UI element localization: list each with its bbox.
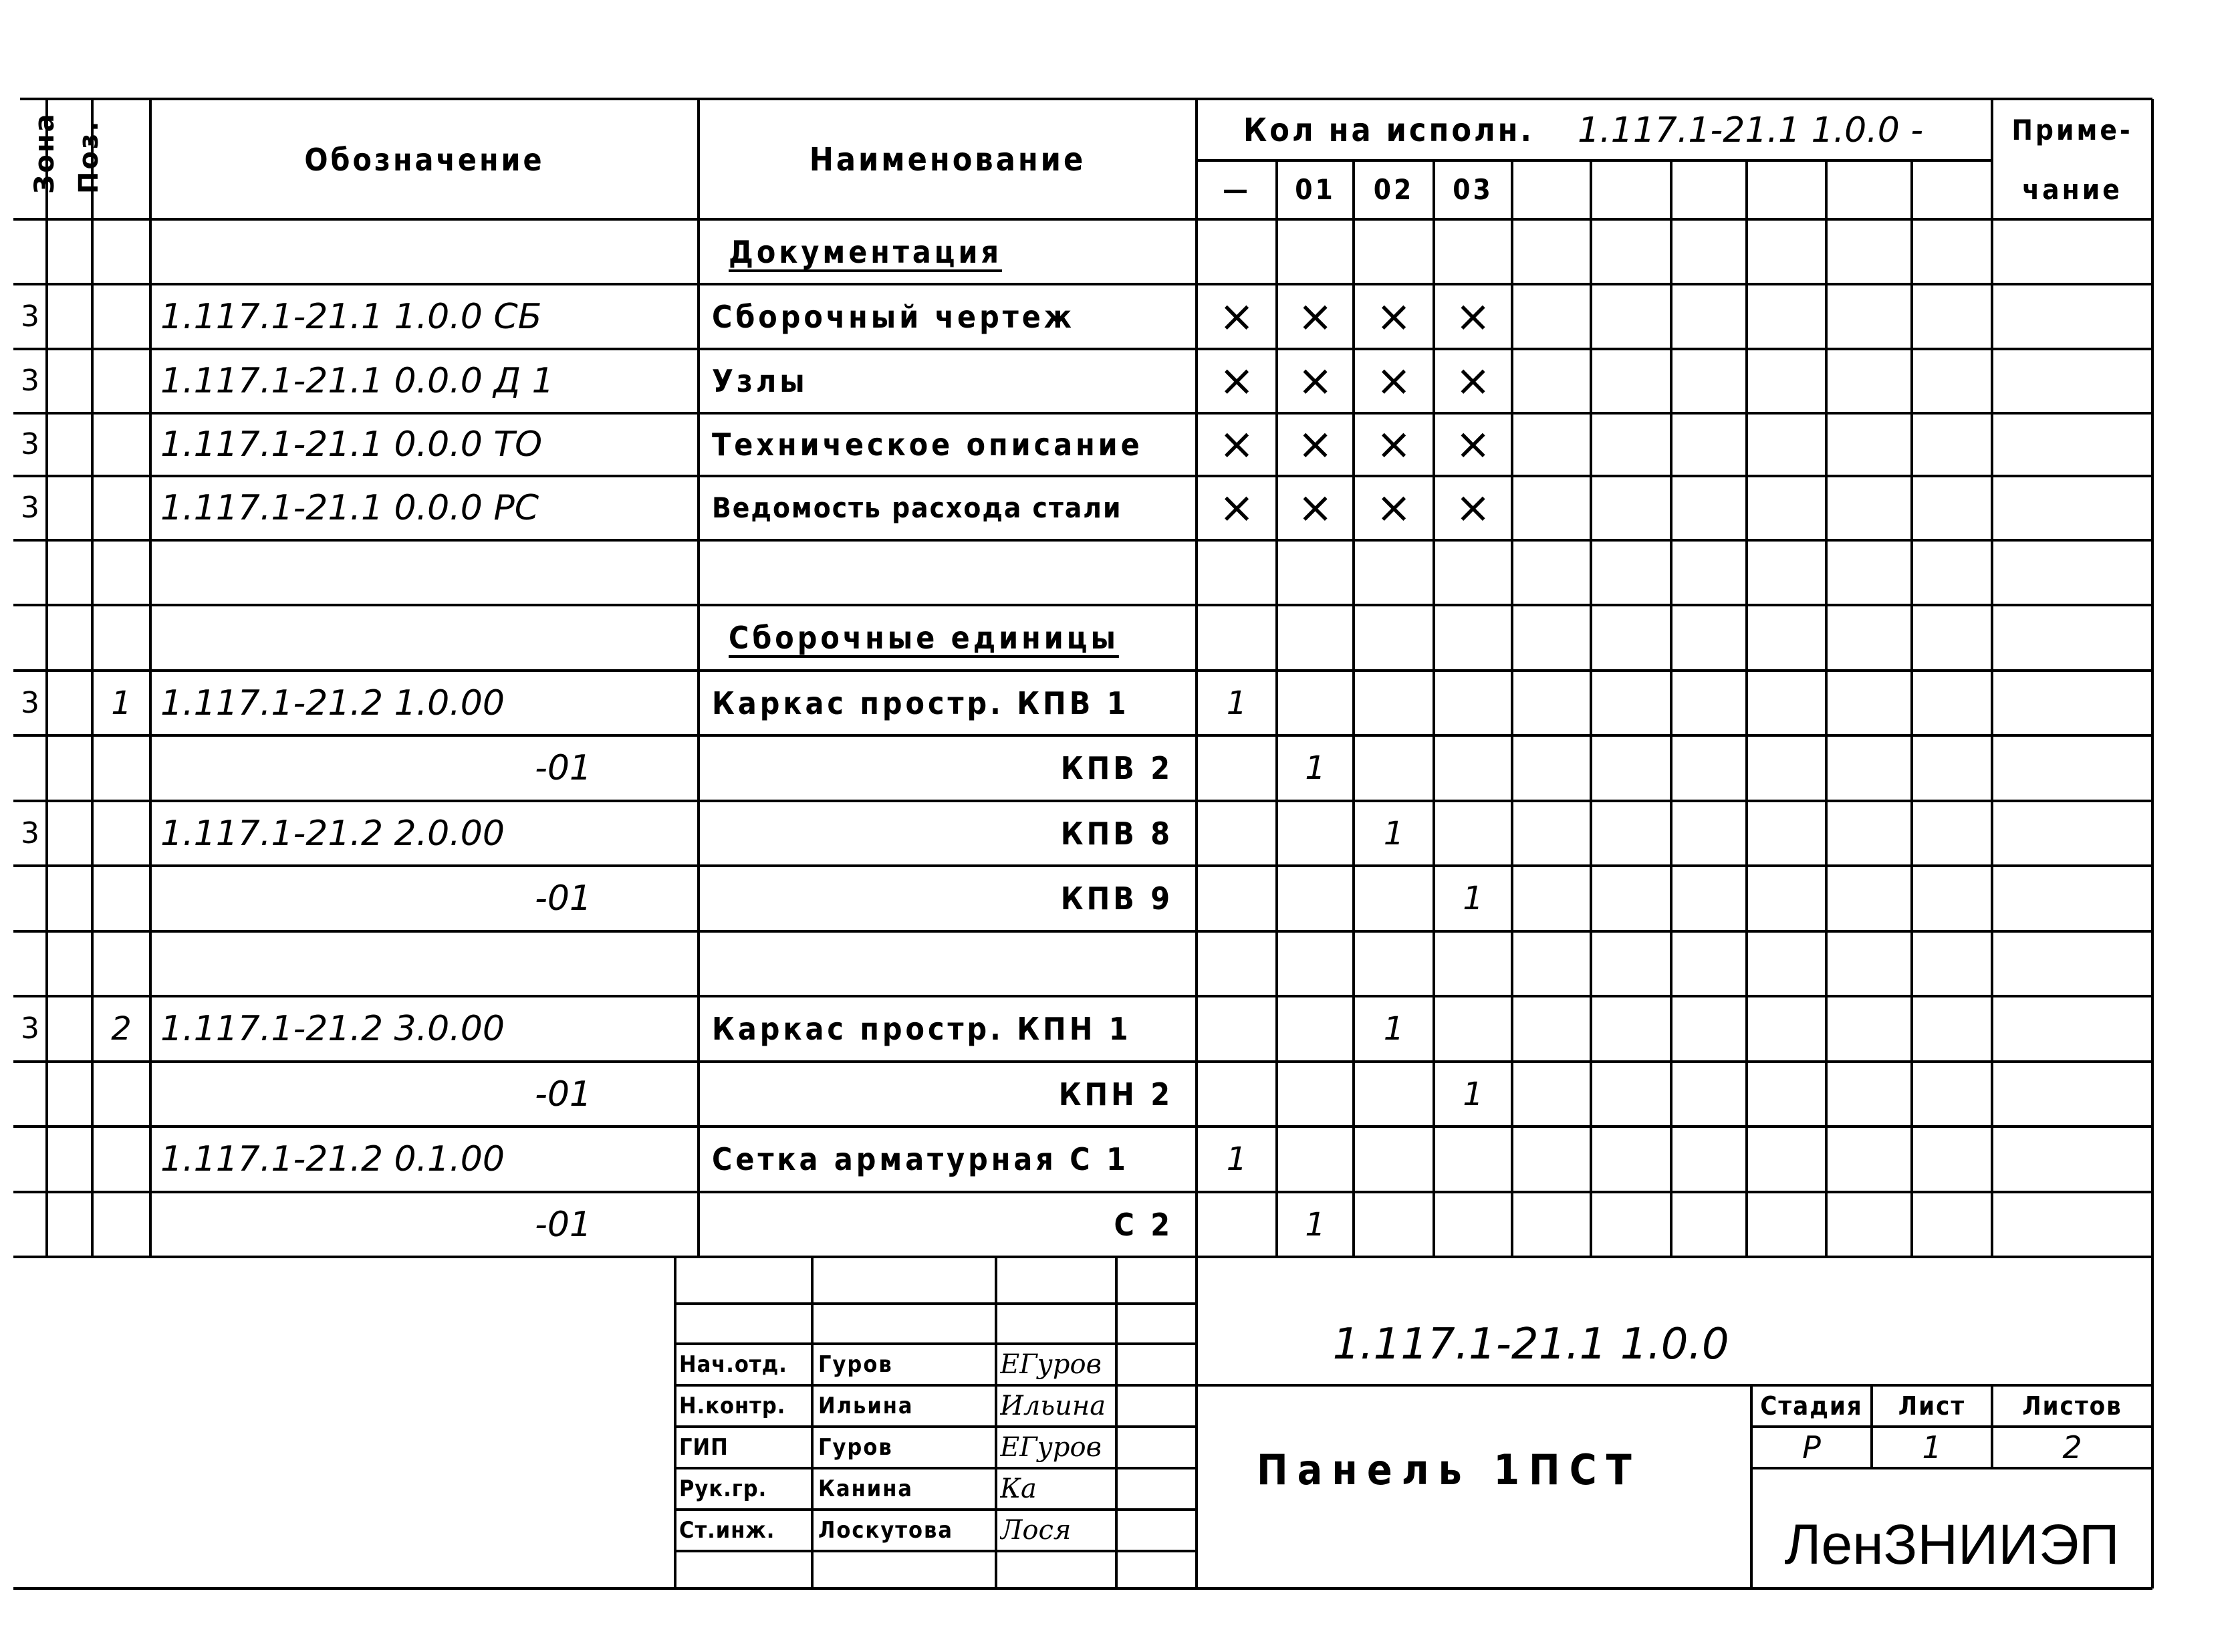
- designation-cell: [160, 219, 689, 284]
- pos-cell: [92, 1127, 150, 1192]
- stage-value: Р: [1802, 1429, 1821, 1465]
- format-cell: [13, 1192, 47, 1257]
- qty-cell: [1197, 1062, 1277, 1127]
- cross-mark: ×: [1455, 356, 1491, 406]
- qty-cell: 1: [1226, 684, 1247, 722]
- name-cell: [712, 540, 1193, 605]
- qty-cell: [1277, 671, 1354, 735]
- qty-cell: [1354, 931, 1434, 996]
- signature-role: ГИП: [679, 1434, 729, 1461]
- name-cell: Сетка арматурная С 1: [712, 1141, 1129, 1177]
- designation-cell: 1.117.1-21.2 2.0.00: [160, 813, 505, 854]
- designation-cell: [160, 605, 689, 671]
- qty-cell: [1354, 671, 1434, 735]
- format-cell: 3: [21, 299, 39, 334]
- qty-cell: [1197, 931, 1277, 996]
- pos-cell: [92, 219, 150, 284]
- name-cell: Узлы: [712, 363, 808, 399]
- note-header-2: чание: [2022, 173, 2122, 206]
- designation-header: Обозначение: [304, 142, 545, 178]
- qty-header-doc: 1.117.1-21.1 1.0.0 -: [1578, 110, 1924, 150]
- qty-cell: [1354, 540, 1434, 605]
- designation-cell: 1.117.1-21.1 0.0.0 РС: [160, 488, 539, 528]
- qty-cell: [1434, 1127, 1512, 1192]
- sheets-value: 2: [2062, 1429, 2082, 1465]
- cross-mark: ×: [1455, 483, 1491, 533]
- format-cell: [13, 219, 47, 284]
- pos-cell: [92, 540, 150, 605]
- pos-cell: [92, 476, 150, 540]
- qty-cell: [1434, 1192, 1512, 1257]
- cross-mark: ×: [1297, 291, 1334, 342]
- pos-cell: 2: [111, 1010, 132, 1048]
- variant-header: —: [1223, 173, 1251, 206]
- designation-cell: -01: [535, 1204, 592, 1245]
- format-cell: [13, 866, 47, 931]
- designation-cell: [160, 931, 689, 996]
- signature-image: ЕГуров: [1000, 1349, 1102, 1380]
- cross-mark: ×: [1455, 291, 1491, 342]
- qty-cell: [1434, 671, 1512, 735]
- sheets-label: Листов: [2022, 1391, 2122, 1421]
- cross-mark: ×: [1297, 420, 1334, 469]
- signature-name: Канина: [818, 1476, 913, 1502]
- signature-image: ЕГуров: [1000, 1432, 1102, 1463]
- format-cell: [13, 1062, 47, 1127]
- qty-cell: [1197, 219, 1277, 284]
- format-cell: 3: [21, 364, 39, 398]
- name-cell: Сборочные единицы: [729, 620, 1119, 656]
- format-cell: [13, 735, 47, 801]
- qty-cell: [1434, 605, 1512, 671]
- qty-cell: [1197, 996, 1277, 1062]
- name-cell: Каркас простр. КПН 1: [712, 1011, 1132, 1047]
- signature-role: Нач.отд.: [679, 1351, 787, 1378]
- cross-mark: ×: [1219, 291, 1255, 342]
- signature-role: Н.контр.: [679, 1393, 786, 1419]
- cross-mark: ×: [1219, 420, 1255, 469]
- qty-cell: [1354, 605, 1434, 671]
- cross-mark: ×: [1297, 483, 1334, 533]
- qty-cell: [1277, 801, 1354, 866]
- format-cell: 3: [21, 685, 39, 720]
- qty-cell: [1354, 735, 1434, 801]
- signature-image: Лося: [1000, 1515, 1072, 1546]
- qty-cell: [1434, 219, 1512, 284]
- format-cell: [13, 540, 47, 605]
- designation-cell: -01: [535, 748, 592, 788]
- qty-cell: [1277, 1062, 1354, 1127]
- format-cell: [13, 931, 47, 996]
- qty-cell: [1277, 219, 1354, 284]
- variant-header: 02: [1373, 173, 1414, 206]
- signature-image: Ка: [1000, 1473, 1037, 1504]
- qty-header-label: Кол на исполн.: [1243, 112, 1534, 149]
- signature-image: Ильина: [1000, 1391, 1106, 1421]
- sheet-label: Лист: [1898, 1391, 1966, 1421]
- qty-cell: [1197, 735, 1277, 801]
- qty-cell: [1277, 931, 1354, 996]
- variant-header: 03: [1453, 173, 1493, 206]
- format-cell: 3: [21, 427, 39, 461]
- qty-cell: [1434, 540, 1512, 605]
- name-cell: С 2: [1114, 1206, 1173, 1243]
- cross-mark: ×: [1219, 356, 1255, 406]
- qty-cell: [1434, 735, 1512, 801]
- pos-cell: [92, 1192, 150, 1257]
- qty-cell: [1277, 1127, 1354, 1192]
- name-cell: Сборочный чертеж: [712, 298, 1075, 335]
- cross-mark: ×: [1376, 483, 1412, 533]
- format-cell: 3: [21, 816, 39, 850]
- designation-cell: 1.117.1-21.2 1.0.00: [160, 683, 505, 723]
- designation-cell: -01: [535, 878, 592, 919]
- signature-name: Гуров: [818, 1434, 893, 1461]
- name-cell: Документация: [729, 233, 1003, 270]
- pos-cell: 1: [111, 684, 132, 722]
- qty-cell: [1277, 605, 1354, 671]
- qty-cell: [1434, 801, 1512, 866]
- qty-cell: [1354, 219, 1434, 284]
- designation-cell: -01: [535, 1074, 592, 1114]
- cross-mark: ×: [1376, 291, 1412, 342]
- qty-cell: 1: [1305, 749, 1326, 787]
- qty-cell: [1354, 1062, 1434, 1127]
- organization: ЛенЗНИИЭП: [1784, 1513, 2120, 1576]
- name-cell: Техническое описание: [712, 427, 1143, 463]
- format-cell: 3: [21, 491, 39, 525]
- pos-cell: [92, 735, 150, 801]
- pos-header: Поз.: [74, 119, 104, 194]
- format-cell: [13, 605, 47, 671]
- qty-cell: [1434, 996, 1512, 1062]
- name-header: Наименование: [809, 141, 1086, 179]
- qty-cell: 1: [1463, 1075, 1483, 1113]
- designation-cell: 1.117.1-21.2 0.1.00: [160, 1139, 505, 1179]
- qty-cell: [1277, 996, 1354, 1062]
- qty-cell: [1354, 1127, 1434, 1192]
- pos-cell: [92, 284, 150, 349]
- designation-cell: 1.117.1-21.1 0.0.0 Д 1: [160, 361, 554, 401]
- designation-cell: 1.117.1-21.2 3.0.00: [160, 1009, 505, 1049]
- signature-role: Рук.гр.: [679, 1476, 767, 1502]
- note-header-1: Приме-: [2011, 114, 2133, 146]
- qty-cell: 1: [1383, 814, 1404, 852]
- pos-cell: [92, 413, 150, 476]
- pos-cell: [92, 605, 150, 671]
- qty-cell: 1: [1383, 1010, 1404, 1048]
- pos-cell: [92, 1062, 150, 1127]
- qty-cell: [1197, 801, 1277, 866]
- qty-cell: [1434, 931, 1512, 996]
- qty-cell: 1: [1226, 1141, 1247, 1178]
- qty-cell: 1: [1305, 1205, 1326, 1244]
- stamp-doc-code: 1.117.1-21.1 1.0.0: [1332, 1320, 1729, 1369]
- qty-cell: [1354, 1192, 1434, 1257]
- cross-mark: ×: [1297, 356, 1334, 406]
- designation-cell: 1.117.1-21.1 1.0.0 СБ: [160, 296, 542, 337]
- stamp-title: Панель 1ПСТ: [1257, 1445, 1641, 1494]
- cross-mark: ×: [1376, 356, 1412, 406]
- qty-cell: 1: [1463, 880, 1483, 917]
- qty-cell: [1197, 1192, 1277, 1257]
- signature-name: Ильина: [818, 1393, 914, 1419]
- signature-name: Гуров: [818, 1351, 893, 1378]
- pos-cell: [92, 349, 150, 413]
- name-cell: Ведомость расхода стали: [712, 491, 1122, 524]
- pos-cell: [92, 931, 150, 996]
- variant-header: 01: [1295, 173, 1336, 206]
- name-cell: КПН 2: [1058, 1076, 1173, 1112]
- qty-cell: [1277, 540, 1354, 605]
- stage-label: Стадия: [1760, 1391, 1863, 1421]
- name-cell: КПВ 8: [1060, 815, 1173, 852]
- name-cell: КПВ 9: [1060, 880, 1173, 917]
- format-cell: 3: [21, 1012, 39, 1046]
- qty-cell: [1197, 866, 1277, 931]
- designation-cell: [160, 540, 689, 605]
- pos-cell: [92, 801, 150, 866]
- qty-cell: [1277, 866, 1354, 931]
- signature-name: Лоскутова: [818, 1517, 953, 1544]
- qty-cell: [1354, 866, 1434, 931]
- name-cell: [712, 931, 1193, 996]
- sheet-value: 1: [1922, 1429, 1942, 1465]
- format-cell: [13, 1127, 47, 1192]
- pos-cell: [92, 866, 150, 931]
- signature-role: Ст.инж.: [679, 1517, 775, 1544]
- cross-mark: ×: [1455, 420, 1491, 469]
- qty-cell: [1197, 540, 1277, 605]
- designation-cell: 1.117.1-21.1 0.0.0 ТО: [160, 425, 543, 465]
- name-cell: КПВ 2: [1060, 750, 1173, 786]
- zone-header: Зона: [29, 112, 60, 194]
- name-cell: Каркас простр. КПВ 1: [712, 685, 1130, 721]
- qty-cell: [1197, 605, 1277, 671]
- cross-mark: ×: [1376, 420, 1412, 469]
- cross-mark: ×: [1219, 483, 1255, 533]
